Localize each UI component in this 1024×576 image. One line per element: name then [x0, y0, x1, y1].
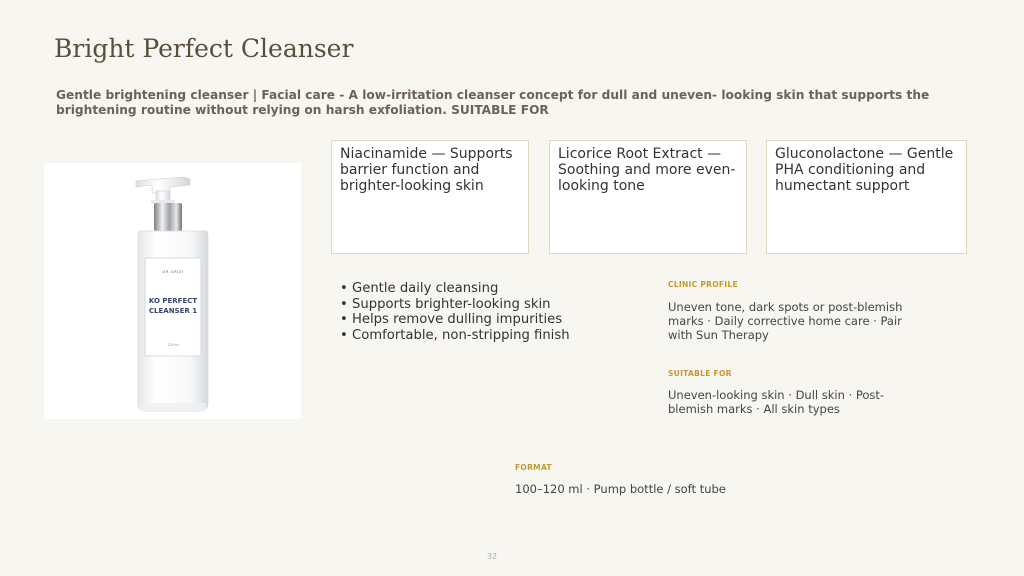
ingredient-text: Gluconolactone — Gentle PHA conditioning and humectant support — [775, 146, 954, 194]
benefit-item: • Helps remove dulling impurities — [340, 312, 570, 328]
product-image — [44, 163, 301, 419]
bottle-name-line2: CLEANSER 1 — [148, 307, 198, 315]
page-number: 32 — [486, 552, 498, 561]
format-text: 100–120 ml · Pump bottle / soft tube — [515, 482, 726, 496]
ingredient-text: Niacinamide — Supports barrier function and brighter-looking skin — [340, 146, 513, 194]
bottle-brand-text: DR GRIZI — [162, 269, 184, 274]
benefits-list — [340, 281, 570, 343]
benefit-item: • Gentle daily cleansing — [340, 281, 570, 297]
clinic-profile-label: CLINIC PROFILE — [668, 280, 738, 289]
bottle-name-line1: KO PERFECT — [148, 297, 198, 305]
ingredient-card-gluconolactone — [766, 140, 967, 254]
page-subtitle: Gentle brightening cleanser | Facial care - A low-irritation cleanser concept for dull and uneven- looking skin that supports the brightening routine without relying on harsh exfoliation. SUITABLE FOR — [56, 88, 930, 117]
ingredient-text: Licorice Root Extract — Soothing and more even-looking tone — [558, 146, 736, 194]
benefit-item: • Supports brighter-looking skin — [340, 297, 570, 313]
ingredient-card-licorice — [549, 140, 747, 254]
suitable-for-text: Uneven-looking skin · Dull skin · Post-blemish marks · All skin types — [668, 388, 885, 416]
format-label: FORMAT — [515, 463, 552, 472]
cleanser-bottle-illustration — [44, 163, 301, 419]
clinic-profile-text: Uneven tone, dark spots or post-blemish marks · Daily corrective home care · Pair with Sun Therapy — [668, 300, 903, 342]
bottle-volume-text: 120 ml — [167, 343, 179, 347]
ingredient-card-niacinamide — [331, 140, 529, 254]
benefit-item: • Comfortable, non-stripping finish — [340, 328, 570, 344]
suitable-for-label: SUITABLE FOR — [668, 369, 732, 378]
page-title: Bright Perfect Cleanser — [54, 34, 354, 63]
